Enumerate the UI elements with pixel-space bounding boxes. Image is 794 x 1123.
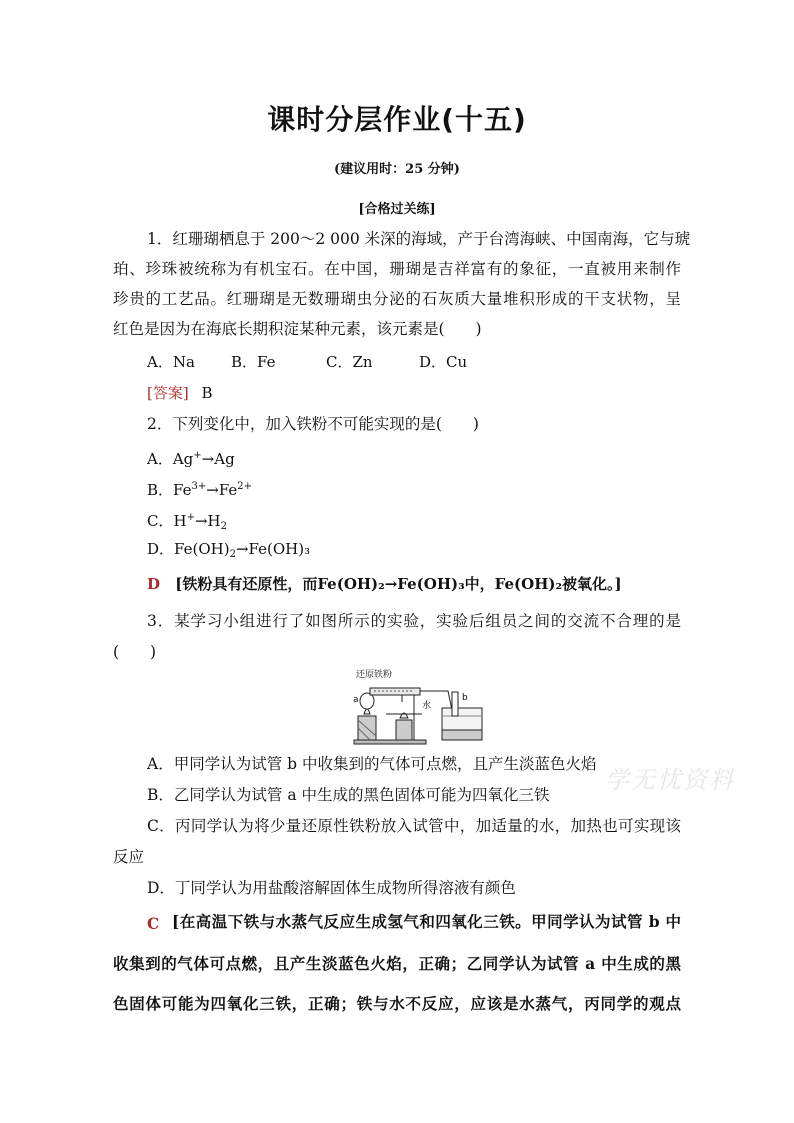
q3-answer-letter: C <box>147 914 160 933</box>
label-b: b <box>462 693 468 703</box>
label-a: a <box>353 695 359 705</box>
q3-option-a: A．甲同学认为试管 b 中收集到的气体可点燃，且产生淡蓝色火焰 <box>147 755 597 773</box>
q1-line-2: 珀、珍珠被统称为有机宝石。在中国，珊瑚是吉祥富有的象征，一直被用来制作 <box>113 260 681 278</box>
q3-explanation-1: [在高温下铁与水蒸气反应生成氢气和四氧化三铁。甲同学认为试管 b 中 <box>172 912 681 931</box>
q1-option-d: D．Cu <box>419 353 468 371</box>
q2-stem: 2．下列变化中，加入铁粉不可能实现的是( ) <box>147 415 479 433</box>
q3-stem-2: ( ) <box>113 643 157 661</box>
q2-explanation: [铁粉具有还原性，而Fe(OH)₂→Fe(OH)₃中，Fe(OH)₂被氧化。] <box>175 575 622 593</box>
q2-option-c: C．$H^+\to H_2$ <box>147 512 227 532</box>
watermark: 学无忧资料 <box>605 766 735 794</box>
q2-answer <box>147 574 622 594</box>
q1-line-3: 珍贵的工艺品。红珊瑚是无数珊瑚虫分泌的石灰质大量堆积形成的干支状物，呈 <box>113 290 681 308</box>
q1-line-1: 1．红珊瑚栖息于 200～2 000 米深的海域，产于台湾海峡、中国南海，它与琥 <box>147 230 691 248</box>
q3-option-d: D．丁同学认为用盐酸溶解固体生成物所得溶液有颜色 <box>147 879 516 897</box>
q3-option-b: B．乙同学认为试管 a 中生成的黑色固体可能为四氧化三铁 <box>147 786 550 804</box>
q3-explanation-2: 收集到的气体可点燃，且产生淡蓝色火焰，正确；乙同学认为试管 a 中生成的黑 <box>113 954 681 973</box>
q2-option-b: B．$Fe^{3+}\to Fe^{2+}$ <box>147 481 253 499</box>
q1-option-b: B．Fe <box>231 353 276 371</box>
answer-tag: [答案] <box>147 384 189 402</box>
q2-option-d: D．$Fe(OH)_2\to Fe(OH)_3$ <box>147 540 311 560</box>
q1-answer <box>147 383 213 403</box>
q1-line-4: 红色是因为在海底长期积淀某种元素，该元素是( ) <box>113 320 482 338</box>
q3-explanation-3: 色固体可能为四氧化三铁，正确；铁与水不反应，应该是水蒸气，丙同学的观点 <box>113 994 681 1013</box>
q1-option-a: A．Na <box>147 353 195 371</box>
q2-option-a: A．Ag+→Ag <box>147 450 235 468</box>
q3-stem-1: 3．某学习小组进行了如图所示的实验，实验后组员之间的交流不合理的是 <box>147 612 681 630</box>
q2-answer-letter: D <box>147 575 161 593</box>
page-title: 课时分层作业(十五) <box>267 103 527 136</box>
time-note: (建议用时：25 分钟) <box>334 162 460 177</box>
experiment-apparatus-figure <box>352 668 487 746</box>
section-heading: [合格过关练] <box>358 202 436 217</box>
answer-value: B <box>201 384 213 402</box>
q3-option-c-2: 反应 <box>113 848 145 866</box>
q1-option-c: C．Zn <box>326 353 373 371</box>
label-iron-powder: 还原铁粉 <box>356 670 393 680</box>
q3-option-c-1: C．丙同学认为将少量还原性铁粉放入试管中，加适量的水，加热也可实现该 <box>147 817 681 835</box>
label-water: 水 <box>422 701 432 711</box>
